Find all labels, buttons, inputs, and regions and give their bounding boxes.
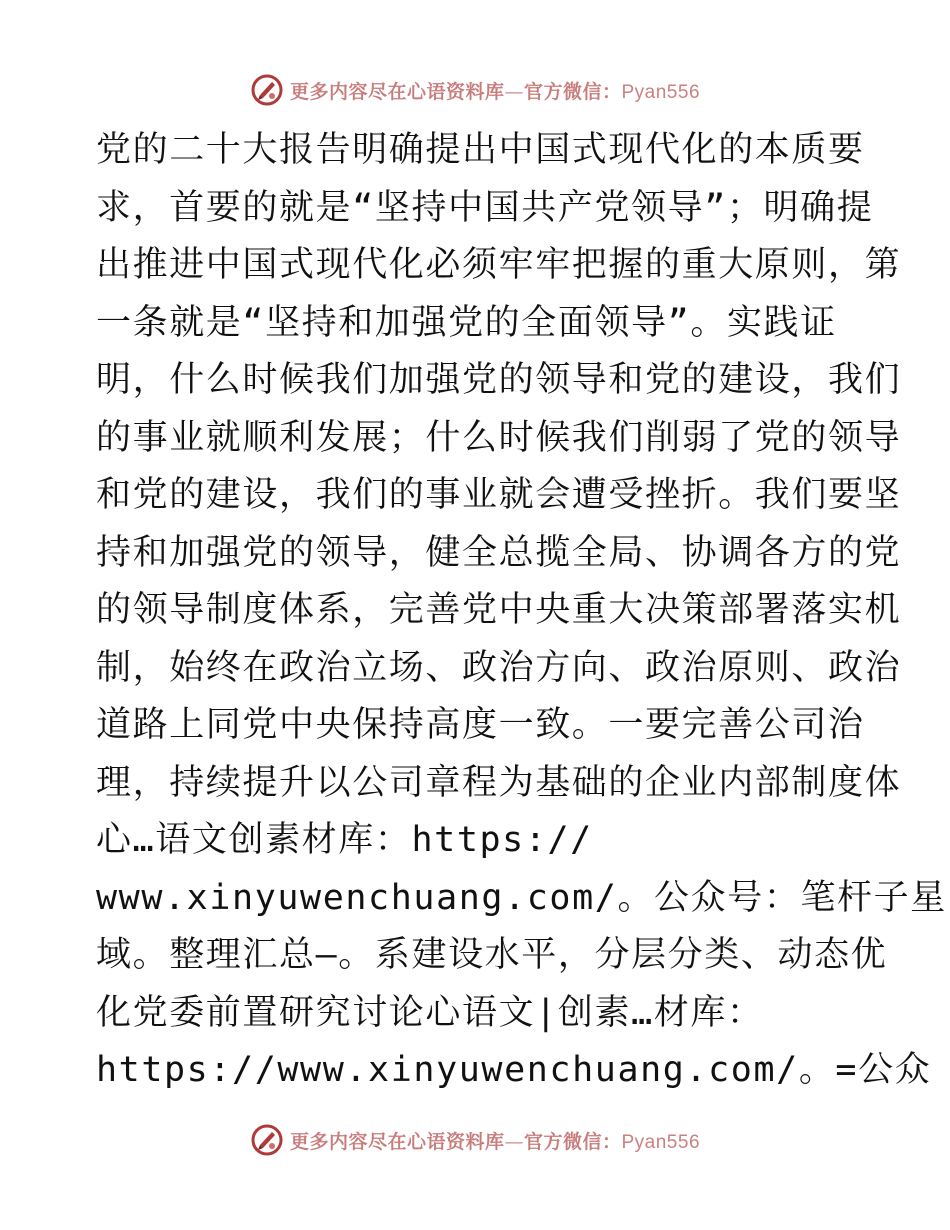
body-line: 心…语文创素材库：https://: [96, 820, 593, 860]
header-banner: [0, 70, 950, 110]
body-line: 一条就是“坚持和加强党的全面领导”。实践证: [96, 302, 837, 343]
header-separator: —: [504, 80, 524, 103]
stamp-logo-icon: [250, 73, 284, 107]
header-official-text: 官方微信：: [523, 80, 622, 103]
body-line: 持和加强党的领导，健全总揽全局、协调各方的党: [96, 532, 902, 573]
footer-separator: —: [504, 1130, 524, 1153]
footer-banner: [0, 1120, 950, 1160]
header-wechat-id: Pyan556: [621, 81, 701, 103]
body-line: 党的二十大报告明确提出中国式现代化的本质要: [96, 130, 865, 170]
body-line: 化党委前置研究讨论心语文|创素…材库：: [96, 992, 764, 1033]
body-line: 的领导制度体系，完善党中央重大决策部署落实机: [96, 590, 902, 630]
body-line: https://www.xinyuwenchuang.com/。=公众: [96, 1050, 932, 1090]
body-line: 制，始终在政治立场、政治方向、政治原则、政治: [96, 647, 902, 688]
body-line: 求，首要的就是“坚持中国共产党领导”；明确提: [96, 187, 874, 228]
footer-official-text: 官方微信：: [523, 1130, 622, 1153]
body-line: 域。整理汇总—。系建设水平，分层分类、动态优: [96, 935, 888, 975]
body-line: 明，什么时候我们加强党的领导和党的建设，我们: [96, 360, 902, 400]
stamp-logo-icon: [250, 1123, 284, 1157]
body-line: 的事业就顺利发展；什么时候我们削弱了党的领导: [96, 417, 902, 458]
footer-text: [290, 1127, 700, 1154]
body-line: 道路上同党中央保持高度一致。一要完善公司治: [96, 705, 865, 745]
header-main-text: 更多内容尽在心语资料库: [289, 80, 505, 103]
document-body: [96, 122, 947, 1100]
body-line: 理，持续提升以公司章程为基础的企业内部制度体: [96, 762, 902, 803]
body-line: www.xinyuwenchuang.com/。公众号：笔杆子星: [96, 877, 947, 918]
footer-main-text: 更多内容尽在心语资料库: [289, 1130, 505, 1153]
header-text: [290, 77, 700, 104]
footer-wechat-id: Pyan556: [621, 1131, 701, 1153]
body-line: 和党的建设，我们的事业就会遭受挫折。我们要坚: [96, 475, 902, 515]
body-line: 出推进中国式现代化必须牢牢把握的重大原则，第: [96, 245, 902, 285]
